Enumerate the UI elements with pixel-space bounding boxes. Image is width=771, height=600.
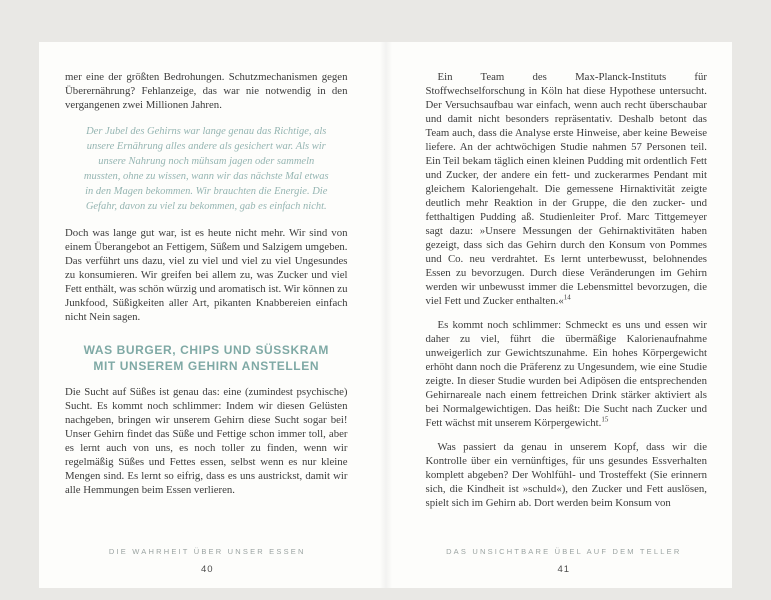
footnote-ref: 15 (601, 415, 609, 424)
paragraph (426, 70, 708, 308)
running-title-left: DIE WAHRHEIT ÜBER UNSER ESSEN (108, 547, 306, 556)
pull-quote: Der Jubel des Gehirns war lange genau das Richtige, als unsere Ernährung alles andere als gesichert war. Als wir unsere Nahrung noch mühsam jagen oder sammeln mussten, ohne zu wissen, wann wir das nächste Mal etwas in den Magen bekommen. Wir brauchten die Energie. Die Gefahr, davon zu viel zu bekommen, gab es einfach nicht. (83, 126, 329, 212)
paragraph-text: Was passiert da genau in unserem Kopf, dass wir die Kontrolle über ein vernünftiges, für uns gesundes Essverhalten komplett abgeben? Der Wohlfühl- und Trosteffekt (Sie erinnern sich, die Kindheit ist »schuld«), den Zucker und Fett auslösen, spielt sich im Gehirn ab. Dort werden beim Konsum von (425, 441, 707, 509)
paragraph: Die Sucht auf Süßes ist genau das: eine (zumindest psychische) Sucht. Es kommt noch schlimmer: Indem wir diesen Gelüsten nachgeben, bringen wir unserem Gehirn diese Sucht sogar bei! Unser Gehirn findet das Süße und Fettige schon immer toll, aber es lernt auch von uns, es noch toller zu finden, wenn wir regelmäßig Süßes und Fettes essen, selbst wenn es nur kleine Mengen sind. Es lernt so eifrig, dass es uns austrickst, damit wir alle Hemmungen beim Essen verlieren. (65, 386, 348, 496)
section-heading: WAS BURGER, CHIPS UND SÜSSKRAM MIT UNSEREM GEHIRN ANSTELLEN (83, 343, 329, 373)
paragraph (426, 318, 708, 430)
paragraph: Doch was lange gut war, ist es heute nicht mehr. Wir sind von einem Überangebot an Fettigem, Süßem und Salzigem umgeben. Das verführt uns dazu, viel zu viel und viel zu viel Ungesundes zu konsumieren. Wir greifen bei allem zu, was Zucker und viel Fett enthält, was schön würzig und aromatisch ist. Wir können zu Junkfood, Süßigkeiten aller Art, pikanten Knabbereien einfach nicht Nein sagen. (65, 227, 348, 323)
paragraph (426, 440, 708, 510)
page-left-content (65, 70, 348, 507)
page-number-right: 41 (557, 564, 571, 575)
paragraph-text: Ein Team des Max-Planck-Instituts für Stoffwechselforschung in Köln hat diese Hypothese untersucht. Der Versuchsaufbau war einfach, wenn auch recht überschaubar und damit nicht besonders repräsentativ. Deshalb betont das Team auch, dass die Analyse erste Hinweise, aber keine Beweise liefere. An der achtwöchigen Studie nahmen 57 Personen teil. Ein Teil bekam täglich einen kleinen Pudding mit ordentlich Fett und Zucker, der andere ein fett- und zuckerarmes Pendant mit gleichem Kaloriengehalt. Die gemessene Hirnaktivität zeigte deutlich mehr Reaktion in der Gruppe, die den zucker- und fetthaltigen Pudding aß. Studienleiter Prof. Marc Tittgemeyer sagt dazu: »Unsere Messungen der Gehirnaktivitäten haben gezeigt, dass sich das Gehirn durch den Konsum von Pommes und Co. neu verdrahtet. Es lernt unterbewusst, belohnendes Essen zu bevorzugen. Durch diese Veränderungen im Gehirn werden wir unbewusst immer die Lebensmittel bevorzugen, die viel Fett und Zucker enthalten.« (425, 71, 707, 307)
page-left (39, 42, 386, 588)
footnote-ref: 14 (563, 293, 571, 302)
page-right (386, 42, 733, 588)
page-right-content (426, 70, 708, 520)
book-spread (39, 42, 732, 588)
paragraph-text: Es kommt noch schlimmer: Schmeckt es uns und essen wir daher zu viel, führt die übermäßige Kalorienaufnahme unweigerlich zur Gewichtszunahme. Ein hohes Körpergewicht erhöht dann noch die Präferenz zu Ungesundem, wie eine Studie zeigte. In dieser Studie wurden bei Adipösen die entsprechenden Gehirnareale nach einem fettreichen Drink stärker aktiviert als bei Normalgewichtigen. Das heißt: Die Sucht nach Zucker und Fett wächst mit unserem Körpergewicht. (425, 319, 707, 429)
running-title-right: DAS UNSICHTBARE ÜBEL AUF DEM TELLER (446, 547, 682, 556)
paragraph: mer eine der größten Bedrohungen. Schutzmechanismen gegen Überernährung? Fehlanzeige, das war nie notwendig in den vergangenen zwei Millionen Jahren. (65, 71, 348, 111)
page-number-left: 40 (200, 564, 214, 575)
